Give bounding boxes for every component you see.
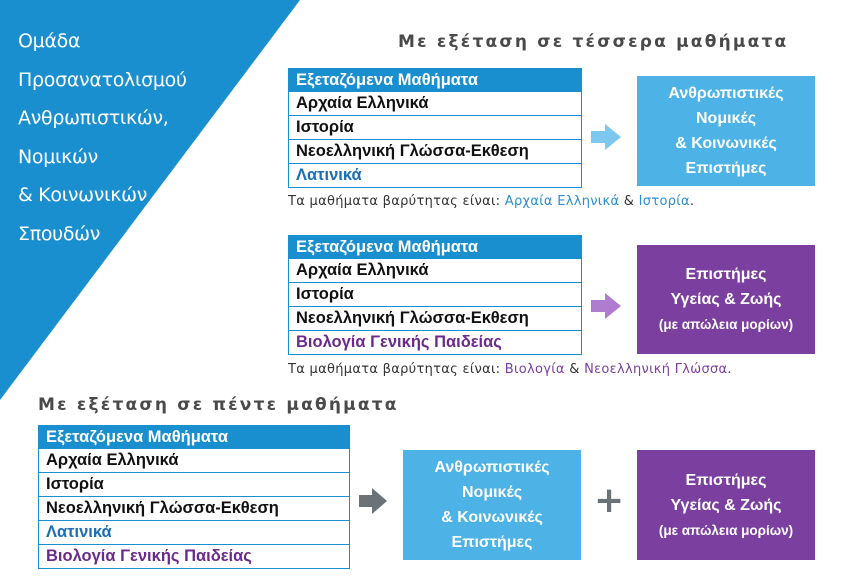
box-line: Υγείας & Ζωής [670,496,782,514]
box-line: Επιστήμες [685,160,767,177]
note-prefix: Τα μαθήματα βαρύτητας είναι: [288,362,505,377]
table-row: Ιστορία [38,473,350,497]
table-row: Αρχαία Ελληνικά [288,92,582,116]
note-end: . [689,194,695,209]
table-row: Λατινικά [288,164,582,188]
box-line: Νομικές [461,484,523,501]
health-sciences-box [637,245,815,354]
group-title-line: Ανθρωπιστικών, [18,107,169,129]
table-row: Βιολογία Γενικής Παιδείας [288,331,582,355]
box-line: (με απώλεια μορίων) [658,317,794,332]
box-line: Ανθρωπιστικές [434,459,550,476]
note-amp: & [619,194,639,209]
arrow-shape [591,293,621,319]
table-header: Εξεταζόμενα Μαθήματα [38,425,350,449]
table-row: Βιολογία Γενικής Παιδείας [38,545,350,569]
table-row: Ιστορία [288,116,582,140]
weight-subjects-note [288,194,694,209]
note-subject: Ιστορία [638,194,690,209]
box-line: (με απώλεια μορίων) [658,522,794,538]
health-sciences-box [637,450,815,560]
box-line: Νομικές [695,110,757,127]
table-row: Λατινικά [38,521,350,545]
four-subjects-heading: Με εξέταση σε τέσσερα μαθήματα [398,32,789,52]
arrow-right-icon [359,488,387,514]
humanities-sciences-box [637,76,815,186]
arrow-shape [591,124,621,150]
plus-icon: + [594,480,625,521]
arrow-shape [359,488,387,514]
group-title-line: Ομάδα [18,30,81,52]
note-end: . [727,362,732,377]
box-line: Επιστήμες [685,266,767,283]
note-amp: & [564,362,585,377]
weight-subjects-note [288,362,732,377]
table-row: Ιστορία [288,283,582,307]
group-title-line: & Κοινωνικών [18,184,148,206]
group-title-line: Σπουδών [18,222,101,245]
box-line: Επιστήμες [451,534,533,551]
note-subject: Νεοελληνική Γλώσσα [584,362,728,377]
table-row: Νεοελληνική Γλώσσα-Εκθεση [38,497,350,521]
note-prefix: Τα μαθήματα βαρύτητας είναι: [288,194,505,209]
table-row: Αρχαία Ελληνικά [288,259,582,283]
exam-table-humanities [288,68,582,188]
group-title-line: Νομικών [18,145,98,168]
note-subject: Αρχαία Ελληνικά [504,194,620,209]
box-line: Επιστήμες [685,471,767,489]
note-subject: Βιολογία [504,362,565,377]
group-title-line: Προσανατολισμού [18,68,187,91]
box-line: & Κοινωνικές [441,509,543,526]
humanities-sciences-box [403,450,581,560]
group-title [18,22,218,253]
box-line: Υγείας & Ζωής [670,291,782,308]
box-line: & Κοινωνικές [675,135,777,152]
table-header: Εξεταζόμενα Μαθήματα [288,235,582,259]
five-subjects-heading: Με εξέταση σε πέντε μαθήματα [38,395,399,415]
exam-table-health [288,235,582,355]
exam-table-five [38,425,350,569]
table-row: Νεοελληνική Γλώσσα-Εκθεση [288,307,582,331]
box-line: Ανθρωπιστικές [668,85,784,102]
table-row: Αρχαία Ελληνικά [38,449,350,473]
table-header: Εξεταζόμενα Μαθήματα [288,68,582,92]
arrow-right-icon [591,124,621,150]
arrow-right-icon [591,293,621,319]
table-row: Νεοελληνική Γλώσσα-Εκθεση [288,140,582,164]
